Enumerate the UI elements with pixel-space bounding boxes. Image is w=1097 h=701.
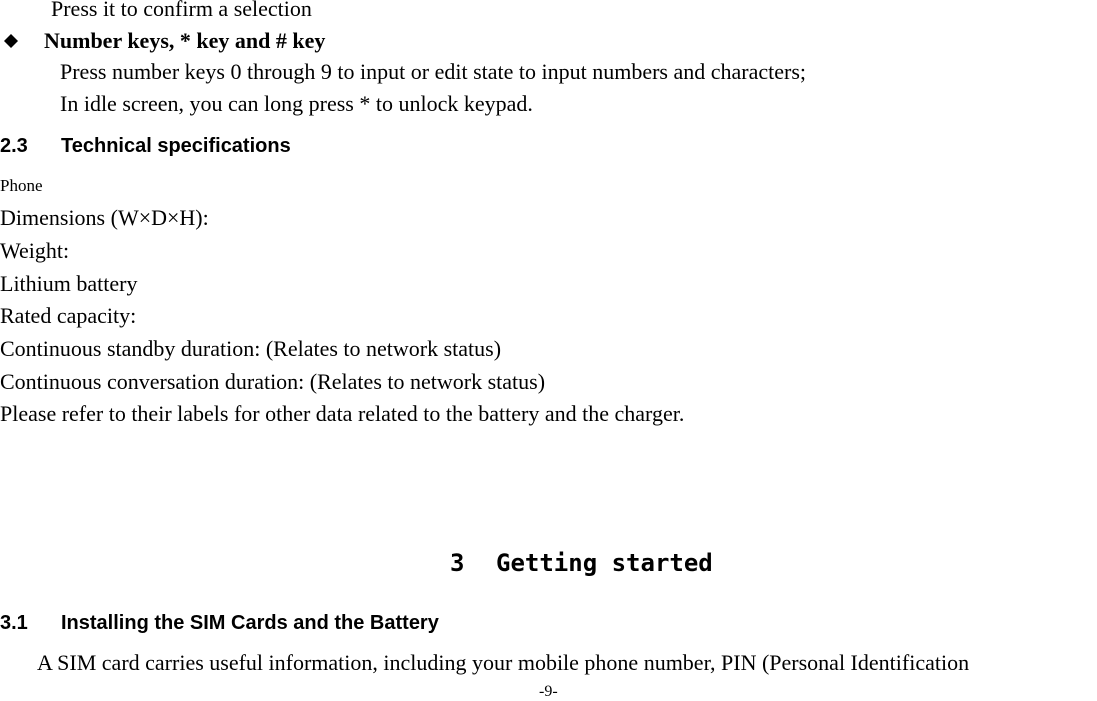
spec-line-dimensions: Dimensions (W×D×H): <box>0 205 209 230</box>
sim-section-number: 3.1 <box>0 612 28 634</box>
number-keys-heading: Number keys, * key and # key <box>44 28 326 53</box>
sim-section-title: Installing the SIM Cards and the Battery <box>61 612 439 634</box>
number-keys-line2: In idle screen, you can long press * to unlock keypad. <box>60 91 533 116</box>
chapter-title: Getting started <box>496 549 713 577</box>
chapter-number: 3 <box>450 549 465 577</box>
spec-line-standby: Continuous standby duration: (Relates to network status) <box>0 336 502 361</box>
sim-section-body: A SIM card carries useful information, including your mobile phone number, PIN (Personal Identification <box>37 650 970 675</box>
spec-line-capacity: Rated capacity: <box>0 303 137 328</box>
phone-label: Phone <box>0 176 43 195</box>
spec-line-battery: Lithium battery <box>0 271 138 296</box>
tech-specs-number: 2.3 <box>0 135 28 157</box>
spec-line-conversation: Continuous conversation duration: (Relates to network status) <box>0 369 546 394</box>
confirm-text: Press it to confirm a selection <box>51 0 312 21</box>
page-number: -9- <box>539 683 558 700</box>
spec-line-labels-note: Please refer to their labels for other data related to the battery and the charger. <box>0 401 685 426</box>
number-keys-line1: Press number keys 0 through 9 to input or edit state to input numbers and characters; <box>60 59 807 84</box>
diamond-bullet-icon <box>4 34 18 48</box>
tech-specs-title: Technical specifications <box>61 135 291 157</box>
spec-line-weight: Weight: <box>0 238 70 263</box>
